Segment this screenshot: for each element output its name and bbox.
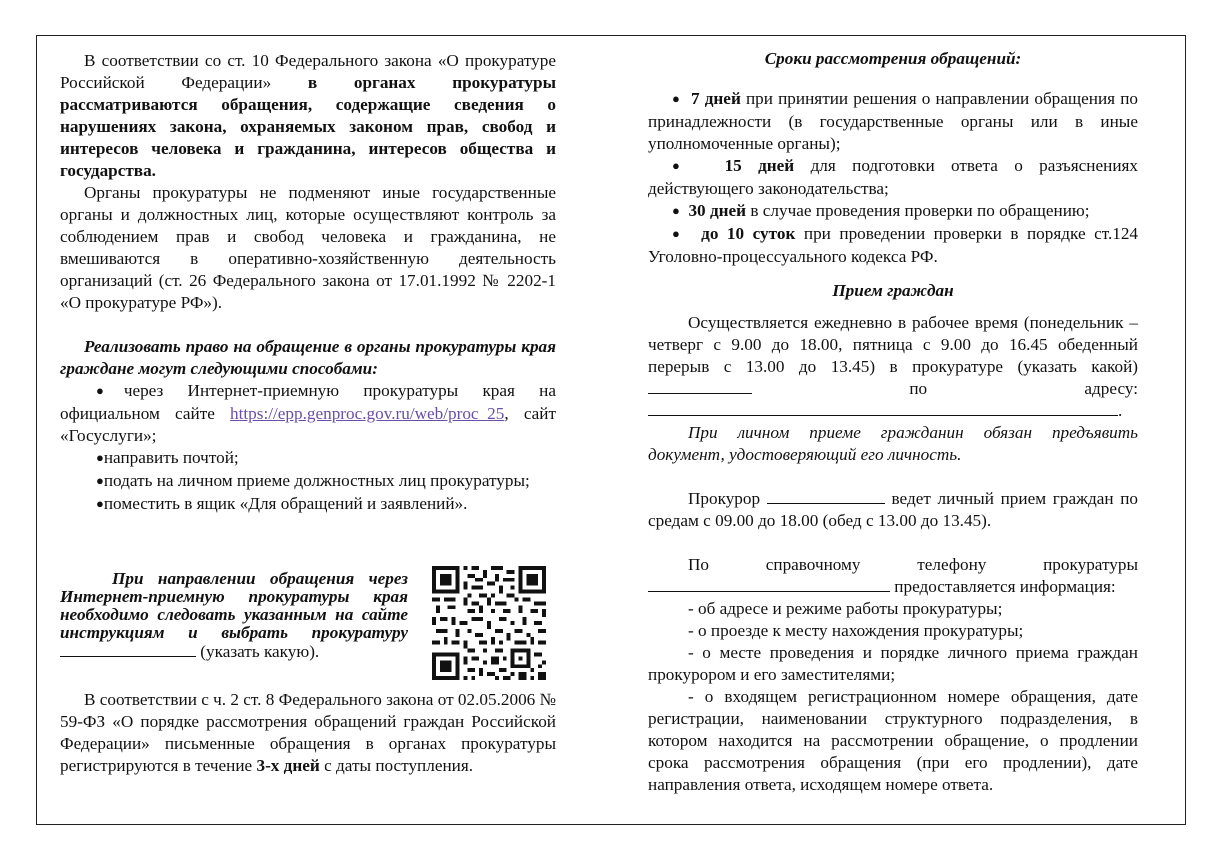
terms-heading: Сроки рассмотрения обращений: [764, 49, 1022, 68]
bullet-icon: ● [96, 450, 104, 465]
bullet-icon: ● [96, 496, 104, 511]
left-column [60, 50, 556, 516]
blank-line [648, 379, 752, 394]
blank-line [648, 401, 1118, 416]
prosecutor-paragraph: Прокурор ведет личный прием граждан по средам с 09.00 до 18.00 (обед с 13.00 до 13.45). [648, 489, 1139, 530]
right-column [648, 48, 1138, 796]
ways-heading: Реализовать право на обращение в органы прокуратуры края граждане могут следующими способами: [60, 337, 556, 378]
term-item-30: ● 30 дней в случае проведения проверки по обращению; [672, 201, 1090, 220]
blank-line [767, 489, 885, 504]
phone-paragraph-line2: предоставляется информация: [648, 576, 1138, 598]
info-item-registration: - о входящем регистрационном номере обращения, дате регистрации, наименовании структурного подразделения, в котором находится на рассмотрении обращение, о продлении срока рассмотрения обращения (при его продлении), дате направления ответа, исходящем номере ответа. [648, 687, 1138, 794]
term-item-15: ● 15 дней для подготовки ответа о разъяснениях действующего законодательства; [648, 156, 1139, 198]
bullet-icon: ● [672, 158, 692, 173]
bullet-icon: ● [96, 383, 124, 398]
way-item-internet: ●через Интернет-приемную прокуратуры края на официальном сайте https://epp.genproc.gov.ru/web/proc_25, сайт «Госуслуги»; [60, 381, 557, 445]
reception-paragraph: Осуществляется ежедневно в рабочее время (понедельник – четверг с 9.00 до 18.00, пятница с 9.00 до 16.45 обеденный перерыв с 13.00 до 13.45) в прокуратуре (указать какой) по адресу: . [648, 313, 1138, 420]
way-item-mail: ●направить почтой; [96, 448, 239, 467]
reception-note: При личном приеме гражданин обязан предъявить документ, удостоверяющий его личность. [648, 423, 1138, 464]
registration-paragraph: В соответствии с ч. 2 ст. 8 Федерального закона от 02.05.2006 № 59-ФЗ «О порядке рассмотрения обращений граждан Российской Федерации» письменные обращения в органах прокуратуры регистрируются в течение 3-х дней с даты поступления. [60, 690, 556, 775]
reception-heading: Прием граждан [832, 281, 954, 300]
bullet-icon: ● [672, 226, 685, 241]
bullet-icon: ● [672, 203, 680, 218]
info-item-address: - об адресе и режиме работы прокуратуры; [688, 599, 1003, 618]
bullet-icon: ● [96, 473, 104, 488]
term-item-7: ● 7 дней при принятии решения о направлении обращения по принадлежности (в государственные органы или в иные уполномоченные органы); [648, 89, 1138, 153]
non-interference-paragraph: Органы прокуратуры не подменяют иные государственные органы и должностных лиц, которые осуществляют контроль за соблюдением прав и свобод человека и гражданина, не вмешиваются в оперативно-хозяйственную деятельность организаций (ст. 26 Федерального закона от 17.01.1992 № 2202-1 «О прокуратуре РФ»). [60, 183, 556, 312]
way-item-box: ●поместить в ящик «Для обращений и заявлений». [96, 494, 468, 513]
internet-instructions: При направлении обращения через Интернет-приемную прокуратуры края необходимо следовать указанным на сайте инструкциям и выбрать прокуратуру (указать какую). [60, 569, 408, 661]
qr-code-icon [432, 566, 546, 680]
registration-paragraph-block [60, 689, 556, 777]
info-item-reception: - о месте проведения и порядке личного приема граждан прокурором и его заместителями; [648, 643, 1138, 684]
info-item-route: - о проезде к месту нахождения прокуратуры; [688, 621, 1024, 640]
intro-paragraph [60, 50, 556, 182]
blank-line [648, 577, 890, 592]
term-item-10: ● до 10 суток при проведении проверки в порядке ст.124 Уголовно-процессуального кодекса РФ. [648, 224, 1139, 266]
intro-text: В соответствии со ст. 10 Федерального закона «О прокуратуре Российской Федерации» [60, 51, 556, 92]
intro-bold-text: в органах прокуратуры рассматриваются обращения, содержащие сведения о нарушениях закона, охраняемых законом прав, свобод и интересов человека и гражданина, интересов общества и государства. [60, 73, 557, 180]
phone-paragraph-line: По справочному телефону прокуратуры [688, 555, 1138, 574]
blank-line [60, 642, 196, 657]
way-item-personal: ●подать на личном приеме должностных лиц прокуратуры; [96, 471, 530, 490]
bullet-icon: ● [672, 91, 681, 106]
epp-link[interactable]: https://epp.genproc.gov.ru/web/proc_25 [230, 404, 505, 423]
internet-instructions-bold: При направлении обращения через Интернет-приемную прокуратуры края необходимо следовать указанным на сайте инструкциям и выбрать прокуратуру [60, 569, 408, 642]
